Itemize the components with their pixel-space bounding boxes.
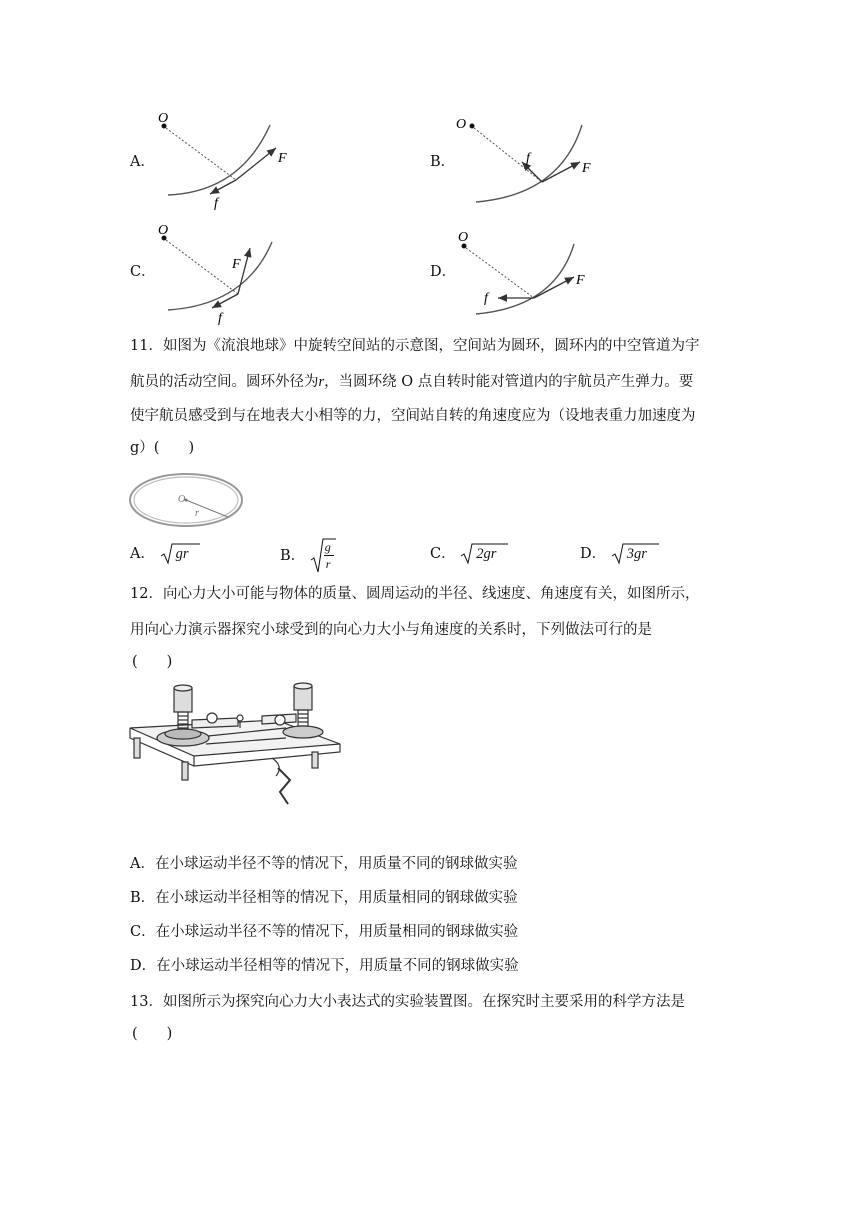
q12-option-a: A．在小球运动半径不等的情况下，用质量不同的钢球做实验 [130,856,518,872]
q11-option-c [430,544,496,564]
trajectory-curve [168,125,270,195]
q10-option-d-label: D． [430,264,457,280]
q10-option-c-label: C． [130,264,156,280]
center-o-label: O [178,494,186,505]
q10-option-b-label: B． [430,154,456,170]
left-pulley-top [165,729,201,739]
point-o [470,124,475,129]
force-f-label: F [232,257,241,272]
trajectory-curve [168,242,272,310]
q10-option-c-figure [150,220,310,325]
q12-option-d: D．在小球运动半径相等的情况下，用质量不同的钢球做实验 [130,958,519,974]
q13-line-1: 13．如图所示为探究向心力大小表达式的实验装置图。在探究时主要采用的科学方法是 [130,994,685,1010]
sqrt-expression [460,544,496,564]
friction-f-label: f [218,311,222,325]
q12-centripetal-force-apparatus-figure [128,680,343,812]
right-spring-coils [298,714,308,722]
leg-2 [182,762,188,780]
radius-r-label: r [195,508,199,519]
sqrt-sign-icon [611,542,659,566]
q11-line-2b: ，当圆环绕 O 点自转时能对管道内的宇航员产生弹力。要 [324,374,694,390]
q12-option-b: B．在小球运动半径相等的情况下，用质量相同的钢球做实验 [130,890,518,906]
option-label: A． [130,546,155,562]
friction-f-label: f [214,196,218,211]
q11-radius-symbol: r [318,374,325,390]
left-tower-cap [174,685,192,691]
sqrt-content: 3gr [626,546,647,562]
leg-1 [134,738,140,758]
sqrt-expression [160,544,189,564]
q11-line-1: 11．如图为《流浪地球》中旋转空间站的示意图，空间站为圆环，圆环内的中空管道为宇 [130,338,700,354]
radius-dashed-line [474,128,542,182]
option-label: B． [280,548,306,564]
friction-f-label: f [526,151,530,166]
o-label: O [456,117,467,132]
sqrt-sign-icon [310,538,336,574]
q11-option-b [280,538,336,572]
force-f-arrow [236,148,276,180]
radius-dashed-line [166,128,236,180]
q12-line-3: ( ) [132,654,173,670]
q11-line-4: g）( ) [130,440,195,456]
sqrt-sign-icon [160,542,200,566]
sqrt-fraction [310,538,336,572]
q10-option-b-figure [450,110,610,215]
q13-line-2: ( ) [132,1026,173,1042]
crank-handle [278,768,290,804]
trajectory-curve [476,244,574,314]
radius-line [186,500,228,517]
option-label: D． [580,546,607,562]
q10-option-a-figure [150,110,310,215]
q11-line-2a: 航员的活动空间。圆环外径为 [130,374,319,390]
sqrt-expression [611,544,647,564]
friction-f-arrow [210,180,236,194]
friction-f-arrow [212,294,238,308]
o-label: O [158,111,169,126]
right-ball [275,715,285,725]
sqrt-content: gr [175,546,189,562]
o-label: O [458,230,469,245]
q11-option-a [130,544,189,564]
left-stopper [237,715,243,721]
q12-line-2: 用向心力演示器探究小球受到的向心力大小与角速度的关系时，下列做法可行的是 [130,622,652,638]
q12-option-c: C．在小球运动半径不等的情况下，用质量相同的钢球做实验 [130,924,519,940]
q12-line-1: 12．向心力大小可能与物体的质量、圆周运动的半径、线速度、角速度有关，如图所示， [130,586,700,602]
q11-line-2 [130,372,693,392]
force-f-label: F [582,161,591,176]
sqrt-content: 2gr [476,546,497,562]
leg-3 [312,752,318,768]
left-ball [207,713,217,723]
fraction-denominator: r [325,557,331,571]
friction-f-arrow [522,162,542,182]
fraction-numerator: g [324,540,331,554]
q11-space-station-figure [128,472,248,530]
sqrt-sign-icon [460,542,508,566]
right-pulley [283,726,323,738]
right-tower-cap [294,683,312,689]
q10-option-a-label: A． [130,154,155,170]
option-label: C． [430,546,456,562]
q11-option-d [580,544,647,564]
radius-dashed-line [166,240,238,294]
crank-gear [272,758,279,776]
friction-f-label: f [484,291,488,306]
q11-line-3: 使宇航员感受到与在地表大小相等的力，空间站自转的角速度应为（设地表重力加速度为 [130,408,696,424]
radius-dashed-line [466,248,534,298]
force-f-label: F [576,273,585,288]
q10-option-d-figure [450,222,610,322]
o-label: O [158,223,169,238]
force-f-label: F [278,151,287,166]
